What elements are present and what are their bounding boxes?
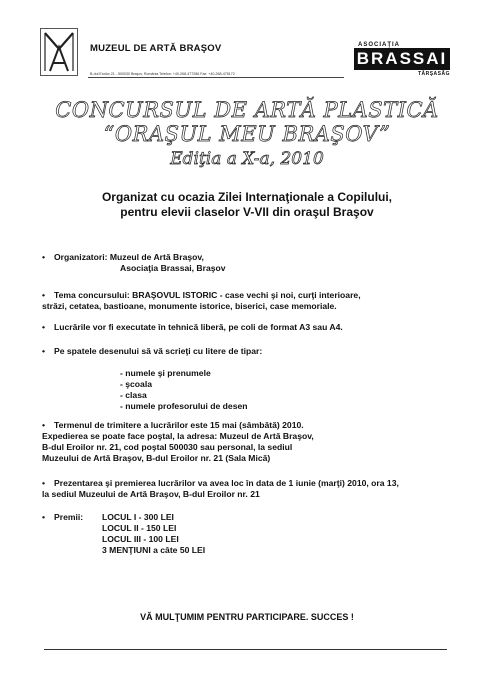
theme-description-2: străzi, cetatea, bastioane, monumente istorice, biserici, case memoriale. (42, 301, 337, 311)
museum-monogram-icon (41, 29, 77, 75)
brassai-top-text: ASOCIAŢIA (358, 42, 400, 48)
brassai-logo (346, 42, 454, 82)
technique-text: Lucrările vor fi executate în tehnică liberă, pe coli de format A3 sau A4. (54, 322, 343, 332)
presentation-location: la sediul Muzeului de Artă Braşov, B-dul Eroilor nr. 21 (42, 489, 260, 499)
organizer-1: Muzeul de Artă Braşov, (109, 252, 204, 262)
prize-2: LOCUL II - 150 LEI (102, 523, 177, 533)
bullet: • (42, 512, 46, 522)
prize-1: LOCUL I - 300 LEI (102, 512, 174, 522)
organizers-label: Organizatori: (54, 252, 108, 262)
presentation-text: Prezentarea şi premierea lucrărilor va avea loc în data de 1 iunie (marţi) 2010, ora 13, (54, 478, 399, 488)
museum-name: MUZEUL DE ARTĂ BRAŞOV (90, 43, 222, 54)
bullet: • (42, 252, 46, 262)
museum-logo (40, 28, 78, 76)
museum-address: B-dul Eroilor 21 - 500030 Braşov, România Telefon: +40-268-477286 Fax: +40-268-475172 (90, 72, 235, 76)
shipping-location: Muzeului de Artă Braşov, B-dul Eroilor nr. 21 (Sala Mică) (42, 453, 271, 463)
shipping-text: Expedierea se poate face poştal, la adresa: Muzeul de Artă Braşov, (42, 431, 314, 441)
brassai-bottom-text: TÂRŞASĂG (417, 71, 450, 77)
back-info-label: Pe spatele desenului să vă scrieţi cu litere de tipar: (54, 346, 263, 356)
theme-label: Tema concursului: (54, 290, 130, 300)
brassai-main-text: BRASSAI (354, 48, 450, 70)
contest-title: CONCURSUL DE ARTĂ PLASTICĂ (55, 98, 439, 122)
deadline-text: Termenul de trimitere a lucrărilor este 15 mai (sâmbătă) 2010. (54, 420, 304, 430)
list-item: - clasa (120, 390, 147, 400)
prize-3: LOCUL III - 100 LEI (102, 534, 179, 544)
bullet: • (42, 290, 46, 300)
theme-description: - case vechi şi noi, curţi interioare, (219, 290, 361, 300)
organizers-section (42, 252, 226, 274)
bullet: • (42, 478, 46, 488)
list-item: - numele şi prenumele (120, 368, 211, 378)
footer-divider (44, 649, 447, 650)
theme-value: BRAŞOVUL ISTORIC (132, 290, 218, 300)
bullet: • (42, 420, 46, 430)
header-divider (88, 77, 344, 78)
list-item: - numele profesorului de desen (120, 401, 248, 411)
edition: Ediţia a X-a, 2010 (170, 149, 324, 169)
subtitle-line-1: Organizat cu ocazia Zilei Internaţionale a Copilului, (101, 190, 393, 204)
theme-section (42, 290, 361, 312)
contest-name: “ORAŞUL MEU BRAŞOV” (103, 122, 391, 146)
subtitle (0, 190, 494, 220)
shipping-address: B-dul Eroilor nr. 21, cod poştal 500030 sau personal, la sediul (42, 442, 293, 452)
presentation-section (42, 478, 399, 500)
technique-section (42, 322, 343, 333)
back-info-list (120, 368, 248, 412)
deadline-section (42, 420, 314, 464)
subtitle-line-2: pentru elevii claselor V-VII din oraşul Braşov (120, 205, 374, 219)
thank-you-message: VĂ MULŢUMIM PENTRU PARTICIPARE. SUCCES ! (140, 612, 354, 622)
organizer-2: Asociaţia Brassai, Braşov (120, 263, 226, 273)
list-item: - şcoala (120, 379, 153, 389)
prizes-section (42, 512, 205, 556)
prizes-label: Premii: (54, 512, 84, 522)
bullet: • (42, 322, 46, 332)
back-info-section (42, 346, 262, 357)
prize-4: 3 MENŢIUNI a câte 50 LEI (102, 545, 206, 555)
bullet: • (42, 346, 46, 356)
